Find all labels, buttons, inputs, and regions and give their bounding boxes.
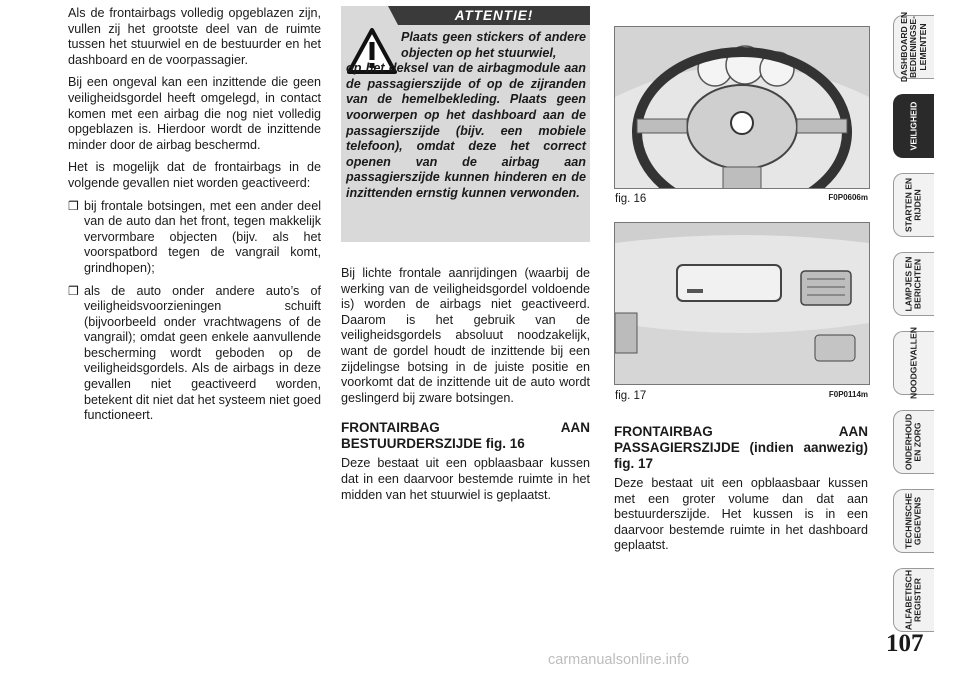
chapter-tab[interactable]: [893, 489, 934, 553]
dashboard-illustration: [615, 223, 869, 384]
heading-text: FRONTAIRBAG AAN BESTUURDERSZIJDE: [341, 420, 590, 452]
chapter-tab-label: NOODGEVALLEN: [908, 327, 919, 399]
paragraph: Als de frontairbags volledig opgeblazen zijn, vullen zij het grootste deel van de ruimte tussen het stuurwiel en de bestuurder en het dashboard en de voorpassagier.: [68, 6, 321, 67]
figure-caption: fig. 17: [615, 390, 647, 402]
paragraph: Deze bestaat uit een opblaasbaar kussen met een groter volume dan dat aan bestuurderszijde. Het kussen is in een daarvoor bestemde ruimte in het dashboard geplaatst.: [614, 476, 868, 553]
heading-text: FRONTAIRBAG AAN PASSAGIERSZIJDE (indien aanwezig): [614, 424, 868, 455]
section-heading-passenger-airbag: [614, 424, 868, 472]
attention-text-first: Plaats geen stickers of andere objecten op het stuurwiel,: [401, 30, 586, 60]
attention-title: ATTENTIE!: [398, 6, 590, 25]
paragraph: Bij lichte frontale aanrijdingen (waarbij de werking van de veiligheidsgordel voldoende is) worden de airbags niet geactiveerd. Daarom is het gebruik van de veiligheidsgordels absoluut noodzakelijk, want de gordel houdt de inzittende bij een zijdelingse botsing in de juiste positie en voorkomt dat de inzittende uit de auto wordt geslingerd bij zware botsingen.: [341, 266, 590, 405]
checkbox-bullet-icon: ❒: [68, 283, 79, 298]
checkbox-bullet-icon: ❒: [68, 198, 79, 213]
figure-reference: fig. 17: [614, 456, 654, 471]
chapter-tab[interactable]: [893, 11, 934, 83]
list-item: [68, 199, 321, 277]
figure-16-steering-wheel: [614, 26, 870, 189]
figure-code: F0P0114m: [828, 390, 868, 399]
figure-caption: fig. 16: [615, 193, 647, 205]
chapter-tab[interactable]: [893, 252, 934, 316]
chapter-tab[interactable]: [893, 568, 934, 632]
page-number: 107: [886, 630, 924, 657]
figure-code: F0P0606m: [828, 193, 868, 202]
paragraph: Bij een ongeval kan een inzittende die geen veiligheidsgordel heeft omgelegd, in contact komen met een airbag die nog niet volledig opgeblazen is. Hierdoor wordt de inzittende minder door de airbag beschermd.: [68, 75, 321, 152]
attention-text: [346, 30, 586, 202]
chapter-tab[interactable]: [893, 327, 934, 399]
attention-box: [341, 6, 590, 242]
text-column-3: [614, 424, 868, 561]
chapter-tab-label: VEILIGHEID: [908, 101, 919, 151]
figure-reference: fig. 16: [485, 436, 525, 452]
chapter-tab-label: STARTEN EN RIJDEN: [903, 177, 923, 233]
chapter-tab-label: TECHNISCHE GEGEVENS: [903, 493, 923, 549]
list-item: [68, 284, 321, 424]
attention-text-rest: op het deksel van de airbagmodule aan de passagierszijde of op de zijranden van de hemelbekleding. Plaats geen voorwerpen op het dashboard aan de passagierszijde (bijv. een mobiele telefoon), omdat deze het correct openen van de airbag aan passagierszijde kunnen hinderen en de inzittenden ernstig kunnen verwonden.: [346, 61, 586, 200]
chapter-tab-label: ONDERHOUD EN ZORG: [903, 413, 923, 471]
list-item-text: als de auto onder andere auto’s of veiligheidsvoorzieningen schuift (bijvoorbeeld onder vrachtwagens of de vangrail); omdat geen enkele aanvullende bescherming wordt geboden op de veiligheidsgordels. Als de airbags in deze gevallen niet geactiveerd worden, betekent dit niet dat het systeem niet goed functioneert.: [84, 283, 321, 423]
chapter-tab[interactable]: [893, 410, 934, 474]
chapter-tab-label: ALFABETISCH REGISTER: [903, 569, 923, 631]
chapter-tab[interactable]: [893, 173, 934, 237]
watermark: carmanualsonline.info: [548, 652, 690, 668]
steering-wheel-illustration: [615, 27, 869, 188]
figure-17-passenger-dashboard: [614, 222, 870, 385]
chapter-tab[interactable]: [893, 94, 934, 158]
chapter-tab-label: LAMPJES EN BERICHTEN: [903, 256, 923, 312]
section-heading-driver-airbag: [341, 420, 590, 452]
text-column-1: [68, 6, 321, 431]
chapter-tab-label: DASHBOARD EN BEDIENINGSE- LEMENTEN: [898, 11, 928, 83]
paragraph: Deze bestaat uit een opblaasbaar kussen dat in een daarvoor bestemde ruimte in het midden van het stuurwiel is geplaatst.: [341, 456, 590, 502]
paragraph: Het is mogelijk dat de frontairbags in de volgende gevallen niet worden geactiveerd:: [68, 160, 321, 190]
text-column-2: [341, 266, 590, 510]
list-item-text: bij frontale botsingen, met een ander deel van de auto dan het front, tegen makkelijk vervormbare objecten (bijv. als het voorspatbord tegen de vangrail komt, grindhopen);: [84, 198, 321, 275]
